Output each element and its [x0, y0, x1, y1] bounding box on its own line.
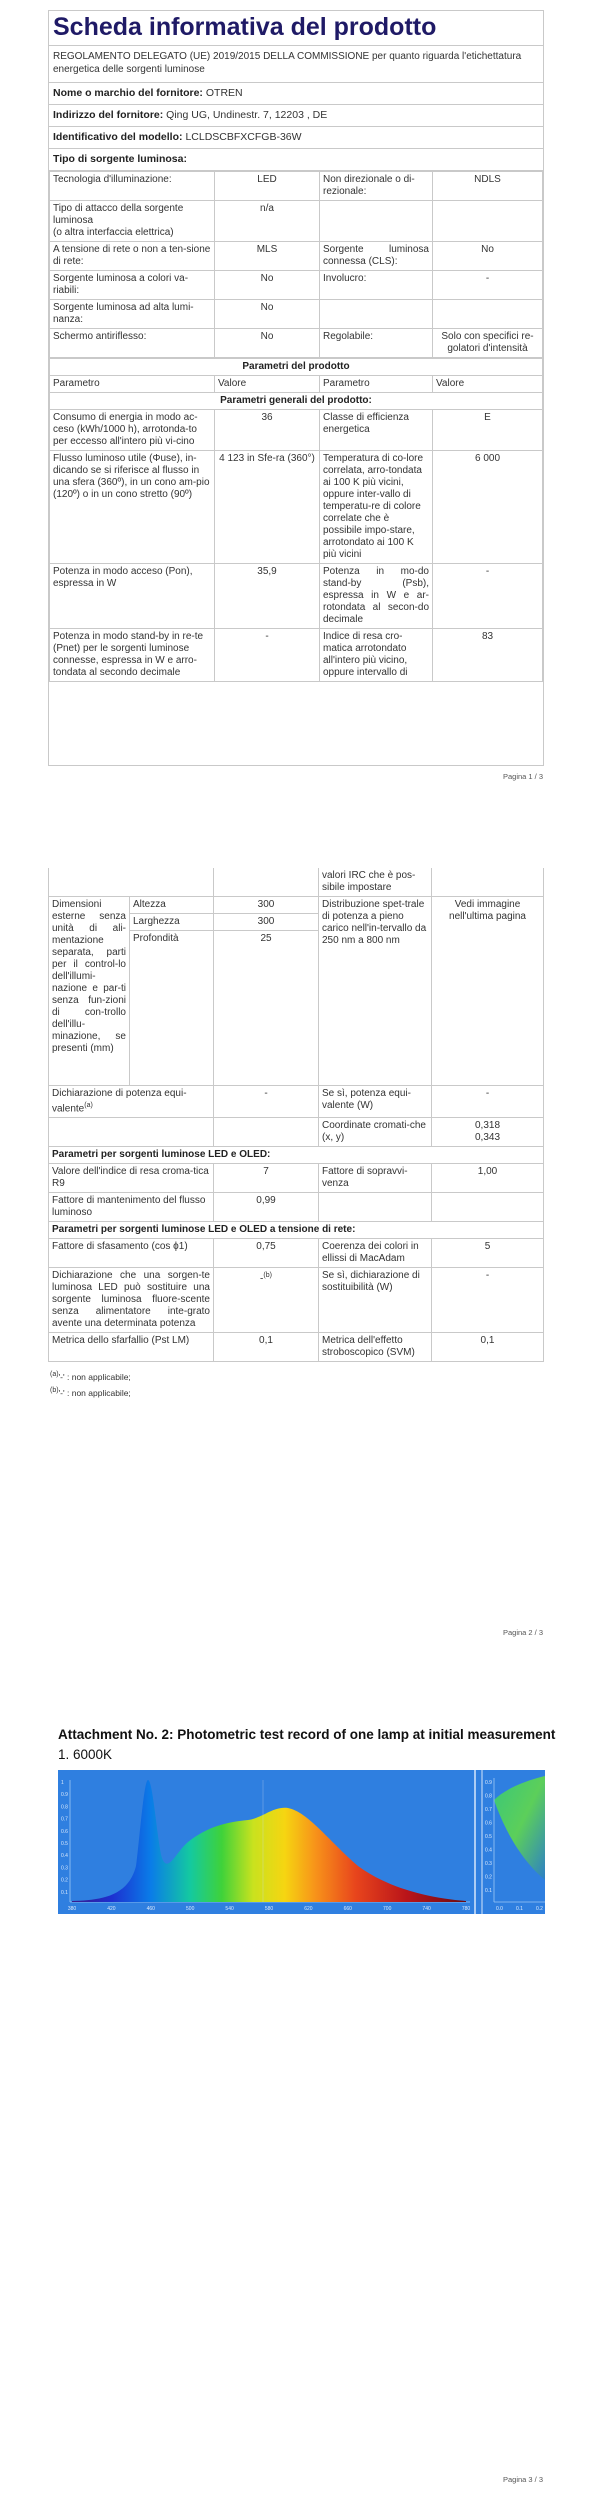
table-row — [49, 1118, 544, 1147]
table-row — [50, 410, 543, 451]
y-tick-label: 0.5 — [61, 1841, 68, 1847]
power-label: Potenza in modo acceso (Pon), espressa in W — [50, 564, 215, 629]
side-x-tick-label: 0.1 — [516, 1906, 523, 1912]
tech-value: LED — [215, 172, 320, 201]
table-row — [50, 451, 543, 564]
flux-label: Flusso luminoso utile (Φuse), in-dicando se si riferisce al flusso in una sfera (360º), in un cono am-pio (120º) o in un cono stretto (90º) — [50, 451, 215, 564]
product-sheet-frame — [48, 10, 544, 766]
replace-label: Dichiarazione che una sorgen-te luminosa LED può sostituire una sorgente luminosa fluore-scente senza alimentatore inte-grato avente una determinata potenza — [49, 1268, 214, 1333]
width-value: 300 — [214, 914, 319, 931]
net-value: - — [215, 629, 320, 682]
y-tick-label: 1 — [61, 1780, 64, 1786]
x-tick-label: 380 — [67, 1906, 77, 1912]
table-row — [50, 359, 543, 376]
color-label: Sorgente luminosa a colori va-riabili: — [50, 271, 215, 300]
table-row — [49, 1222, 544, 1239]
side-y-tick-label: 0.3 — [485, 1861, 492, 1867]
table-row — [50, 271, 543, 300]
r9-label: Valore dell'indice di resa croma-tica R9 — [49, 1164, 214, 1193]
flux-value: 4 123 in Sfe-ra (360°) — [215, 451, 320, 564]
glare-label: Schermo antiriflesso: — [50, 329, 215, 358]
table-row — [50, 300, 543, 329]
table-row — [50, 393, 543, 410]
y-tick-label: 0.8 — [61, 1804, 68, 1811]
chroma-y: 0,343 — [474, 1132, 501, 1144]
x-tick-label: 780 — [461, 1906, 471, 1912]
cct-label: Temperatura di co-lore correlata, arro-tondata ai 100 K più vicini, oppure inter-vallo di temperatu-re di colore correlate che è possibile impo-stare, arrotondato ai 100 K più vicini — [320, 451, 433, 564]
model-row — [49, 127, 543, 149]
attachment-title: Attachment No. 2: Photometric test record of one lamp at initial measurement — [58, 1727, 556, 1742]
y-tick-label: 0.9 — [61, 1792, 68, 1799]
survival-label: Fattore di sopravvi-venza — [319, 1164, 432, 1193]
x-tick-label: 540 — [225, 1906, 234, 1912]
table-row — [50, 242, 543, 271]
x-tick-label: 660 — [343, 1906, 352, 1912]
y-tick-label: 0.6 — [61, 1828, 68, 1835]
side-y-tick-label: 0.8 — [485, 1793, 492, 1800]
page-1 — [0, 0, 591, 800]
replace-w-label: Se sì, dichiarazione di sostituibilità (W) — [319, 1268, 432, 1333]
equiv-w-value: - — [432, 1086, 544, 1118]
height-label: Altezza — [130, 897, 214, 914]
cap-value: n/a — [215, 201, 320, 242]
survival-value: 1,00 — [432, 1164, 544, 1193]
general-section-title: Parametri generali del prodotto: — [50, 393, 543, 410]
y-tick-label: 0.2 — [61, 1877, 68, 1884]
y-tick-label: 0.4 — [61, 1853, 68, 1860]
table-row — [49, 1268, 544, 1333]
model-label: Identificativo del modello: — [53, 131, 183, 143]
color-value: No — [215, 271, 320, 300]
r9-value: 7 — [214, 1164, 319, 1193]
standby-label: Potenza in mo-do stand-by (Psb), espressa in W e ar-rotondata al secon-do decimale — [320, 564, 433, 629]
supplier-value: OTREN — [205, 87, 243, 99]
macadam-label: Coerenza dei colori in ellissi di MacAdam — [319, 1239, 432, 1268]
spd-label: Distribuzione spet-trale di potenza a pieno carico nell'in-tervallo da 250 nm a 800 nm — [319, 897, 432, 1086]
chroma-x: 0,318 — [474, 1120, 501, 1132]
page-1-footer: Pagina 1 / 3 — [502, 772, 543, 781]
energy-value: 36 — [215, 410, 320, 451]
equiv-footnote-mark: (a) — [84, 1102, 93, 1109]
height-value: 300 — [214, 897, 319, 914]
depth-value: 25 — [214, 931, 319, 1086]
cls-value: No — [433, 242, 543, 271]
table-row — [50, 564, 543, 629]
table-row — [49, 1333, 544, 1362]
type-table — [49, 171, 543, 358]
table-row — [50, 172, 543, 201]
address-label: Indirizzo del fornitore: — [53, 109, 164, 121]
x-tick-label: 620 — [304, 1906, 313, 1912]
side-x-tick-label: 0.0 — [496, 1906, 503, 1912]
phase-label: Fattore di sfasamento (cos ϕ1) — [49, 1239, 214, 1268]
table-row — [49, 897, 544, 914]
page-3-footer: Pagina 3 / 3 — [502, 2475, 543, 2484]
replace-footnote-mark: (b) — [263, 1272, 272, 1280]
cri-label: Indice di resa cro-matica arrotondato all'intero più vicino, oppure intervallo di — [320, 629, 433, 682]
cri-value: 83 — [433, 629, 543, 682]
cct-value: 6 000 — [433, 451, 543, 564]
glare-value: No — [215, 329, 320, 358]
table-row — [49, 1193, 544, 1222]
table-row — [49, 868, 544, 897]
flicker-value: 0,1 — [214, 1333, 319, 1362]
side-y-tick-label: 0.5 — [485, 1834, 492, 1840]
class-label: Classe di efficienza energetica — [320, 410, 433, 451]
x-tick-label: 460 — [146, 1906, 155, 1912]
dim-label: Regolabile: — [320, 329, 433, 358]
params-table — [49, 358, 543, 682]
page-3 — [0, 1700, 591, 2510]
depth-label: Profondità — [130, 931, 214, 1086]
table-row — [49, 1239, 544, 1268]
address-row — [49, 105, 543, 127]
page-2-frame — [48, 868, 544, 1408]
x-tick-label: 580 — [264, 1906, 274, 1912]
y-tick-label: 0.1 — [61, 1889, 68, 1896]
doc-title: Scheda informativa del prodotto — [49, 11, 543, 46]
table-row — [49, 1164, 544, 1193]
side-y-tick-label: 0.4 — [485, 1847, 492, 1854]
cls-label: Sorgente luminosa connessa (CLS): — [320, 242, 433, 271]
macadam-value: 5 — [432, 1239, 544, 1268]
mains-section-title: Parametri per sorgenti luminose LED e OLED a tensione di rete: — [49, 1222, 544, 1239]
supplier-row — [49, 83, 543, 105]
side-x-tick-label: 0.2 — [536, 1906, 543, 1912]
page-2 — [0, 858, 591, 1650]
class-value: E — [433, 410, 543, 451]
cri-label-cont: valori IRC che è pos-sibile impostare — [319, 868, 432, 897]
params-table-cont — [48, 868, 544, 1362]
cap-label — [50, 201, 215, 242]
table-row — [50, 376, 543, 393]
regulation-text: REGOLAMENTO DELEGATO (UE) 2019/2015 DELLA COMMISSIONE per quanto riguarda l'etichettatura energetica delle sorgenti luminose — [49, 46, 543, 83]
phase-value: 0,75 — [214, 1239, 319, 1268]
type-label: Tipo di sorgente luminosa: — [53, 153, 187, 165]
side-y-tick-label: 0.1 — [485, 1888, 492, 1894]
envelope-label: Involucro: — [320, 271, 433, 300]
col-header-param: Parametro — [50, 376, 215, 393]
power-value: 35,9 — [215, 564, 320, 629]
envelope-value: - — [433, 271, 543, 300]
maint-label: Fattore di mantenimento del flusso luminoso — [49, 1193, 214, 1222]
table-row — [49, 1086, 544, 1118]
attachment-item: 1. 6000K — [58, 1747, 113, 1762]
table-row — [50, 201, 543, 242]
spd-value: Vedi immagine nell'ultima pagina — [432, 897, 544, 1086]
tech-label: Tecnologia d'illuminazione: — [50, 172, 215, 201]
standby-value: - — [433, 564, 543, 629]
equiv-label: Dichiarazione di potenza equi-valente$^{(a)}$ — [49, 1086, 214, 1118]
type-row — [49, 149, 543, 171]
x-tick-label: 740 — [422, 1906, 431, 1912]
chroma-label: Coordinate cromati-che (x, y) — [319, 1118, 432, 1147]
side-y-tick-label: 0.2 — [485, 1874, 492, 1881]
x-tick-label: 700 — [383, 1906, 392, 1912]
maint-value: 0,99 — [214, 1193, 319, 1222]
side-y-ticks — [485, 1780, 492, 1894]
supplier-label: Nome o marchio del fornitore: — [53, 87, 203, 99]
cap-label-main: Tipo di attacco della sorgente luminosa — [53, 203, 184, 226]
footnotes — [48, 1362, 544, 1406]
equiv-value: - — [214, 1086, 319, 1118]
led-section-title: Parametri per sorgenti luminose LED e OLED: — [49, 1147, 544, 1164]
net-label: Potenza in modo stand-by in re-te (Pnet) per le sorgenti luminose connesse, espressa in W e arro-tondata al secondo decimale — [50, 629, 215, 682]
address-value: Qing UG, Undinestr. 7, 12203 , DE — [166, 109, 328, 121]
hl-value: No — [215, 300, 320, 329]
hl-label: Sorgente luminosa ad alta lumi-nanza: — [50, 300, 215, 329]
mains-value: MLS — [215, 242, 320, 271]
x-tick-label: 420 — [107, 1906, 116, 1912]
footnote-b: $^{(b)}$'-' : non applicabile; — [50, 1387, 131, 1398]
params-section-title: Parametri del prodotto — [50, 359, 543, 376]
y-tick-label: 0.7 — [61, 1816, 68, 1823]
svm-value: 0,1 — [432, 1333, 544, 1362]
col-header-value-2: Valore — [433, 376, 543, 393]
spectrum-image — [58, 1770, 545, 1914]
footnote-a: $^{(a)}$'-' : non applicabile; — [50, 1371, 131, 1383]
nondir-label: Non direzionale o di-rezionale: — [320, 172, 433, 201]
y-tick-label: 0.3 — [61, 1865, 68, 1872]
x-tick-label: 500 — [186, 1906, 195, 1912]
col-header-param-2: Parametro — [320, 376, 433, 393]
flicker-label: Metrica dello sfarfallio (Pst LM) — [49, 1333, 214, 1362]
equiv-w-label: Se sì, potenza equi-valente (W) — [319, 1086, 432, 1118]
side-y-tick-label: 0.6 — [485, 1820, 492, 1827]
col-header-value: Valore — [215, 376, 320, 393]
mains-label: A tensione di rete o non a ten-sione di rete: — [50, 242, 215, 271]
model-value: LCLDSCBFXCFGB-36W — [185, 131, 302, 143]
table-row — [50, 329, 543, 358]
table-row — [50, 629, 543, 682]
cap-label-sub: (o altra interfaccia elettrica) — [53, 227, 174, 238]
width-label: Larghezza — [130, 914, 214, 931]
dim-value: Solo con specifici re-golatori d'intensità — [433, 329, 543, 358]
dims-label: Dimensioni esterne senza unità di ali-mentazione separata, parti per il control-lo dell'illumi-nazione e par-ti senza fun-zioni di con-trollo dell'illu-minazione, se presenti (mm) — [49, 897, 130, 1086]
page-2-footer: Pagina 2 / 3 — [502, 1628, 543, 1637]
side-y-tick-label: 0.7 — [485, 1807, 492, 1813]
side-y-tick-label: 0.9 — [485, 1780, 492, 1786]
chroma-value — [432, 1118, 544, 1147]
replace-w-value: - — [432, 1268, 544, 1333]
nondir-value: NDLS — [433, 172, 543, 201]
energy-label: Consumo di energia in modo ac-ceso (kWh/1000 h), arrotonda-to per eccesso all'intero più vi-cino — [50, 410, 215, 451]
svm-label: Metrica dell'effetto stroboscopico (SVM) — [319, 1333, 432, 1362]
replace-value: -$^{(b)}$ — [214, 1268, 319, 1333]
table-row — [49, 1147, 544, 1164]
